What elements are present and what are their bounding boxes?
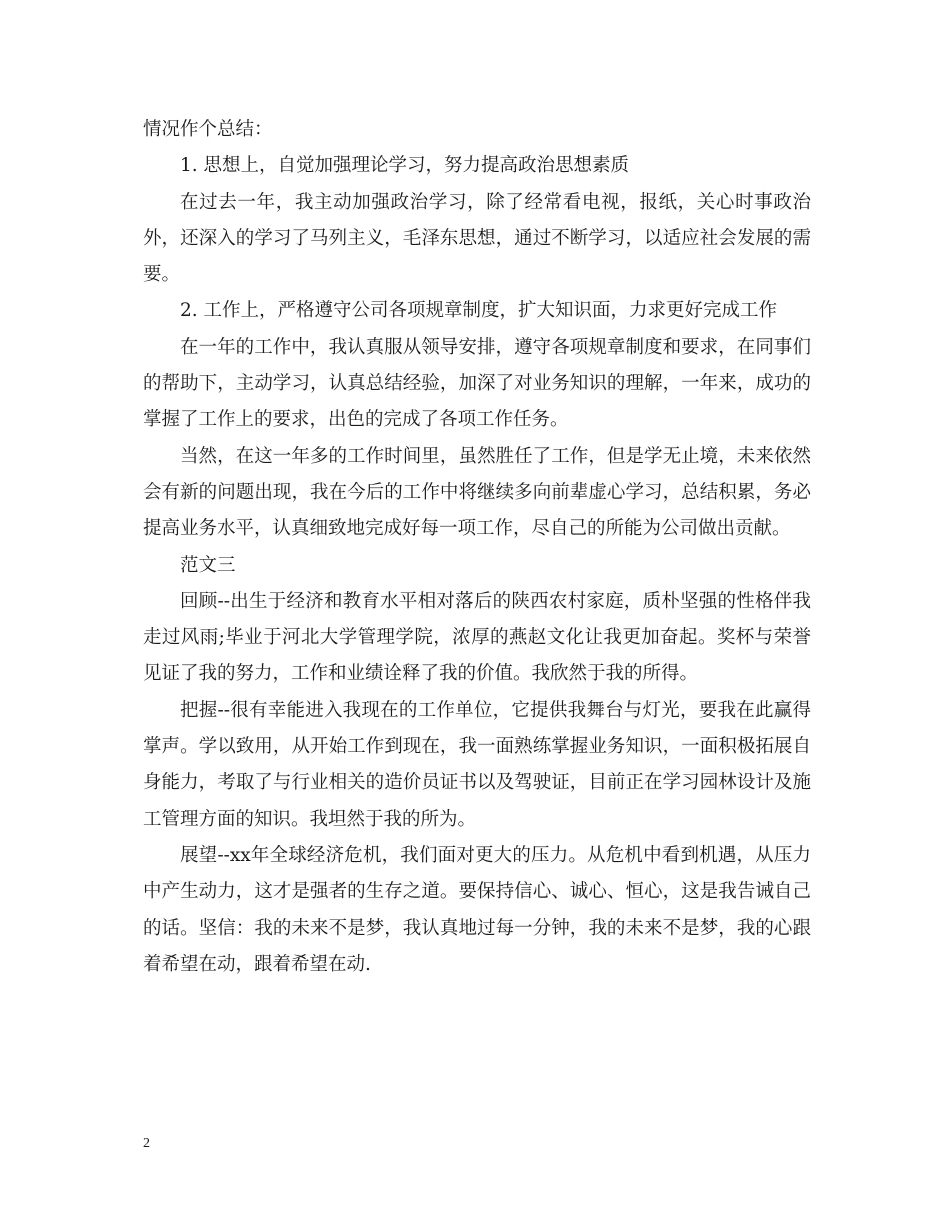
paragraph-review: 回顾--出生于经济和教育水平相对落后的陕西农村家庭，质朴坚强的性格伴我走过风雨;毕业于河北大学管理学院，浓厚的燕赵文化让我更加奋起。奖杯与荣誉见证了我的努力，工作和业绩诠释了我的价值。我欣然于我的所得。 xyxy=(143,590,811,685)
paragraph-grasp: 把握--很有幸能进入我现在的工作单位，它提供我舞台与灯光，要我在此赢得掌声。学以致用，从开始工作到现在，我一面熟练掌握业务知识，一面积极拓展自身能力，考取了与行业相关的造价员证书以及驾驶证，目前正在学习园林设计及施工管理方面的知识。我坦然于我的所为。 xyxy=(143,699,811,830)
page-number: 2 xyxy=(143,1136,150,1151)
document-body xyxy=(143,112,811,983)
section-heading-work: 2. 工作上，严格遵守公司各项规章制度，扩大知识面，力求更好完成工作 xyxy=(180,300,778,322)
summary-intro-line: 情况作个总结： xyxy=(143,119,273,140)
paragraph-political-study: 在过去一年，我主动加强政治学习，除了经常看电视，报纸，关心时事政治外，还深入的学习了马列主义，毛泽东思想，通过不断学习，以适应社会发展的需要。 xyxy=(143,191,811,286)
paragraph-future-learning: 当然，在这一年多的工作时间里，虽然胜任了工作，但是学无止境，未来依然会有新的问题出现，我在今后的工作中将继续多向前辈虚心学习，总结积累，务必提高业务水平，认真细致地完成好每一项工作，尽自己的所能为公司做出贡献。 xyxy=(143,445,811,540)
sample-three-heading: 范文三 xyxy=(180,554,236,576)
paragraph-work-year: 在一年的工作中，我认真服从领导安排，遵守各项规章制度和要求，在同事们的帮助下，主动学习，认真总结经验，加深了对业务知识的理解，一年来，成功的掌握了工作上的要求，出色的完成了各项工作任务。 xyxy=(143,336,811,431)
paragraph-outlook: 展望--xx年全球经济危机，我们面对更大的压力。从危机中看到机遇，从压力中产生动力，这才是强者的生存之道。要保持信心、诚心、恒心，这是我告诫自己的话。坚信：我的未来不是梦，我认真地过每一分钟，我的未来不是梦，我的心跟着希望在动，跟着希望在动. xyxy=(143,844,811,975)
section-heading-thought: 1. 思想上，自觉加强理论学习，努力提高政治思想素质 xyxy=(180,155,630,177)
